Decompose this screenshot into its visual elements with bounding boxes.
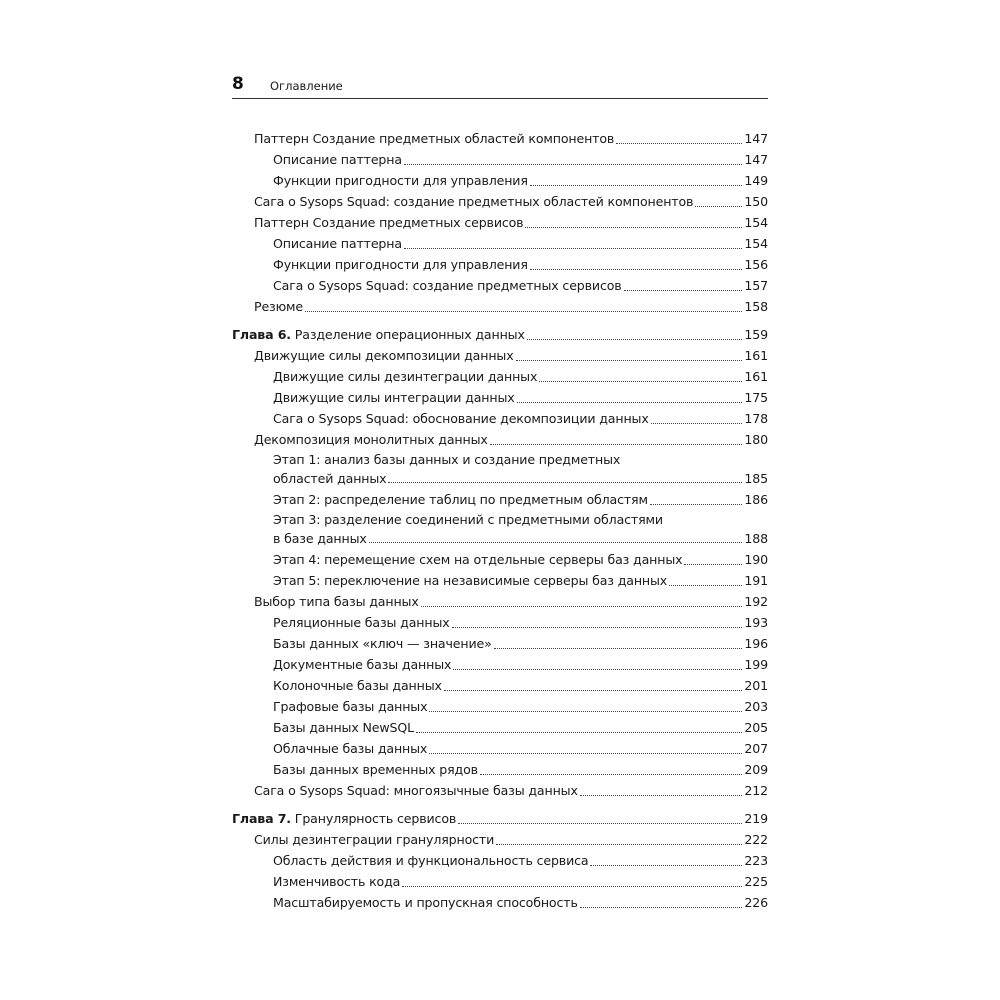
page-ref: 178	[744, 411, 768, 426]
chapter-title: Разделение операционных данных	[290, 327, 525, 342]
page-number: 8	[232, 74, 244, 94]
page-ref: 158	[744, 299, 768, 314]
dot-leader	[369, 541, 743, 543]
page-ref: 219	[744, 811, 768, 826]
dot-leader	[429, 752, 742, 754]
toc-entry[interactable]	[232, 850, 768, 871]
dot-leader	[624, 289, 743, 291]
entry-title: Движущие силы декомпозиции данных	[254, 348, 514, 363]
page-ref: 150	[744, 194, 768, 209]
toc-entry[interactable]	[232, 149, 768, 170]
entry-title: Колоночные базы данных	[273, 678, 442, 693]
page-ref: 147	[744, 152, 768, 167]
entry-title: Базы данных NewSQL	[273, 720, 414, 735]
entry-title: Документные базы данных	[273, 657, 452, 672]
page-ref: 180	[744, 432, 768, 447]
toc-chapter-7-entries	[232, 829, 768, 913]
page-ref: 223	[744, 853, 768, 868]
page-ref: 149	[744, 173, 768, 188]
dot-leader	[404, 163, 742, 165]
dot-leader	[404, 247, 742, 249]
entry-title: Сага о Sysops Squad: многоязычные базы данных	[254, 783, 578, 798]
entry-title-line2: областей данных	[273, 470, 387, 486]
toc-entry[interactable]	[232, 717, 768, 738]
dot-leader	[684, 563, 742, 565]
toc-entry[interactable]	[232, 612, 768, 633]
dot-leader	[421, 605, 743, 607]
entry-title: Этап 2: распределение таблиц по предметным областям	[273, 492, 648, 507]
page-ref: 205	[744, 720, 768, 735]
toc-entry[interactable]	[232, 170, 768, 191]
page-ref: 156	[744, 257, 768, 272]
dot-leader	[452, 626, 743, 628]
entry-title: Выбор типа базы данных	[254, 594, 419, 609]
dot-leader	[651, 422, 743, 424]
page-ref: 225	[744, 874, 768, 889]
page-ref: 209	[744, 762, 768, 777]
entry-title: Функции пригодности для управления	[273, 257, 528, 272]
dot-leader	[669, 584, 742, 586]
toc-entry[interactable]	[232, 633, 768, 654]
toc-entry[interactable]	[232, 829, 768, 850]
dot-leader	[444, 689, 743, 691]
entry-title: Резюме	[254, 299, 303, 314]
page-ref: 201	[744, 678, 768, 693]
dot-leader	[539, 380, 742, 382]
page-ref: 175	[744, 390, 768, 405]
dot-leader	[429, 710, 742, 712]
toc-entry[interactable]	[232, 233, 768, 254]
toc-entry-stage3[interactable]	[232, 511, 768, 548]
page-ref: 193	[744, 615, 768, 630]
page-ref: 203	[744, 699, 768, 714]
dot-leader	[530, 268, 743, 270]
toc-entry[interactable]	[232, 549, 768, 570]
page-ref: 186	[744, 492, 768, 507]
toc-chapter-6-entries-2	[232, 549, 768, 801]
page-ref: 212	[744, 783, 768, 798]
toc-entry[interactable]	[232, 871, 768, 892]
entry-title: Функции пригодности для управления	[273, 173, 528, 188]
dot-leader	[527, 338, 743, 340]
dot-leader	[590, 864, 742, 866]
toc-chapter-6-entries	[232, 345, 768, 450]
toc-entry[interactable]	[232, 570, 768, 591]
page-ref: 154	[744, 215, 768, 230]
toc-chapter-6[interactable]	[232, 324, 768, 345]
entry-title: Декомпозиция монолитных данных	[254, 432, 488, 447]
dot-leader	[530, 184, 743, 186]
page-header	[232, 74, 768, 99]
dot-leader	[695, 205, 742, 207]
toc-chapter-7[interactable]	[232, 808, 768, 829]
toc-entry[interactable]	[232, 654, 768, 675]
entry-title-line1: Этап 3: разделение соединений с предметными областями	[273, 512, 663, 527]
table-of-contents	[232, 128, 768, 913]
dot-leader	[525, 226, 742, 228]
entry-title: Силы дезинтеграции гранулярности	[254, 832, 495, 847]
toc-entry[interactable]	[232, 429, 768, 450]
entry-title: Описание паттерна	[273, 236, 402, 251]
page-ref: 190	[744, 552, 768, 567]
entry-title: Этап 4: перемещение схем на отдельные серверы баз данных	[273, 552, 683, 567]
toc-block-chapter5-tail	[232, 128, 768, 317]
dot-leader	[402, 885, 742, 887]
page-ref: 226	[744, 895, 768, 910]
dot-leader	[458, 822, 742, 824]
page-ref: 196	[744, 636, 768, 651]
toc-entry[interactable]	[232, 191, 768, 212]
dot-leader	[416, 731, 742, 733]
dot-leader	[388, 481, 742, 483]
page-ref: 147	[744, 131, 768, 146]
dot-leader	[494, 647, 743, 649]
entry-title: Паттерн Создание предметных сервисов	[254, 215, 524, 230]
entry-title: Облачные базы данных	[273, 741, 428, 756]
entry-title: Изменчивость кода	[273, 874, 401, 889]
entry-title: Масштабируемость и пропускная способность	[273, 895, 578, 910]
chapter-label: Глава 6.	[232, 327, 291, 342]
entry-title: Сага о Sysops Squad: создание предметных областей компонентов	[254, 194, 694, 209]
toc-entry[interactable]	[232, 128, 768, 149]
chapter-title: Гранулярность сервисов	[290, 811, 457, 826]
toc-entry-stage1[interactable]	[232, 451, 768, 488]
entry-title: Паттерн Создание предметных областей компонентов	[254, 131, 615, 146]
dot-leader	[453, 668, 742, 670]
toc-entry[interactable]	[232, 275, 768, 296]
page-ref: 188	[744, 530, 768, 546]
toc-entry[interactable]	[232, 738, 768, 759]
toc-entry[interactable]	[232, 387, 768, 408]
toc-entry[interactable]	[232, 892, 768, 913]
entry-title: Этап 5: переключение на независимые серверы баз данных	[273, 573, 668, 588]
page-ref: 199	[744, 657, 768, 672]
entry-title-line1: Этап 1: анализ базы данных и создание предметных	[273, 452, 621, 467]
toc-entry[interactable]	[232, 408, 768, 429]
dot-leader	[496, 843, 742, 845]
page-ref: 222	[744, 832, 768, 847]
toc-entry[interactable]	[232, 591, 768, 612]
toc-entry[interactable]	[232, 696, 768, 717]
page-ref: 185	[744, 470, 768, 486]
dot-leader	[650, 503, 743, 505]
toc-entry[interactable]	[232, 780, 768, 801]
page-ref: 207	[744, 741, 768, 756]
entry-title: Базы данных «ключ — значение»	[273, 636, 492, 651]
toc-entry-stage2[interactable]	[232, 489, 768, 510]
toc-entry[interactable]	[232, 212, 768, 233]
toc-entry[interactable]	[232, 254, 768, 275]
running-title: Оглавление	[270, 79, 343, 93]
entry-title: Графовые базы данных	[273, 699, 428, 714]
entry-title: Движущие силы дезинтеграции данных	[273, 369, 538, 384]
toc-entry[interactable]	[232, 675, 768, 696]
entry-title: Описание паттерна	[273, 152, 402, 167]
entry-title: Область действия и функциональность сервиса	[273, 853, 589, 868]
toc-entry[interactable]	[232, 366, 768, 387]
entry-title-line2: в базе данных	[273, 530, 367, 546]
entry-title: Движущие силы интеграции данных	[273, 390, 515, 405]
page-ref: 154	[744, 236, 768, 251]
entry-title: Реляционные базы данных	[273, 615, 450, 630]
dot-leader	[580, 794, 743, 796]
entry-title: Базы данных временных рядов	[273, 762, 478, 777]
dot-leader	[490, 443, 743, 445]
page-ref: 191	[744, 573, 768, 588]
dot-leader	[517, 401, 743, 403]
dot-leader	[480, 773, 742, 775]
dot-leader	[580, 906, 743, 908]
page-ref: 161	[744, 348, 768, 363]
dot-leader	[516, 359, 743, 361]
page-ref: 161	[744, 369, 768, 384]
page-ref: 159	[744, 327, 768, 342]
page-ref: 192	[744, 594, 768, 609]
chapter-label: Глава 7.	[232, 811, 291, 826]
toc-entry[interactable]	[232, 345, 768, 366]
toc-entry[interactable]	[232, 296, 768, 317]
toc-entry[interactable]	[232, 759, 768, 780]
entry-title: Сага о Sysops Squad: создание предметных сервисов	[273, 278, 622, 293]
dot-leader	[305, 310, 742, 312]
entry-title: Сага о Sysops Squad: обоснование декомпозиции данных	[273, 411, 649, 426]
dot-leader	[616, 142, 742, 144]
page-ref: 157	[744, 278, 768, 293]
